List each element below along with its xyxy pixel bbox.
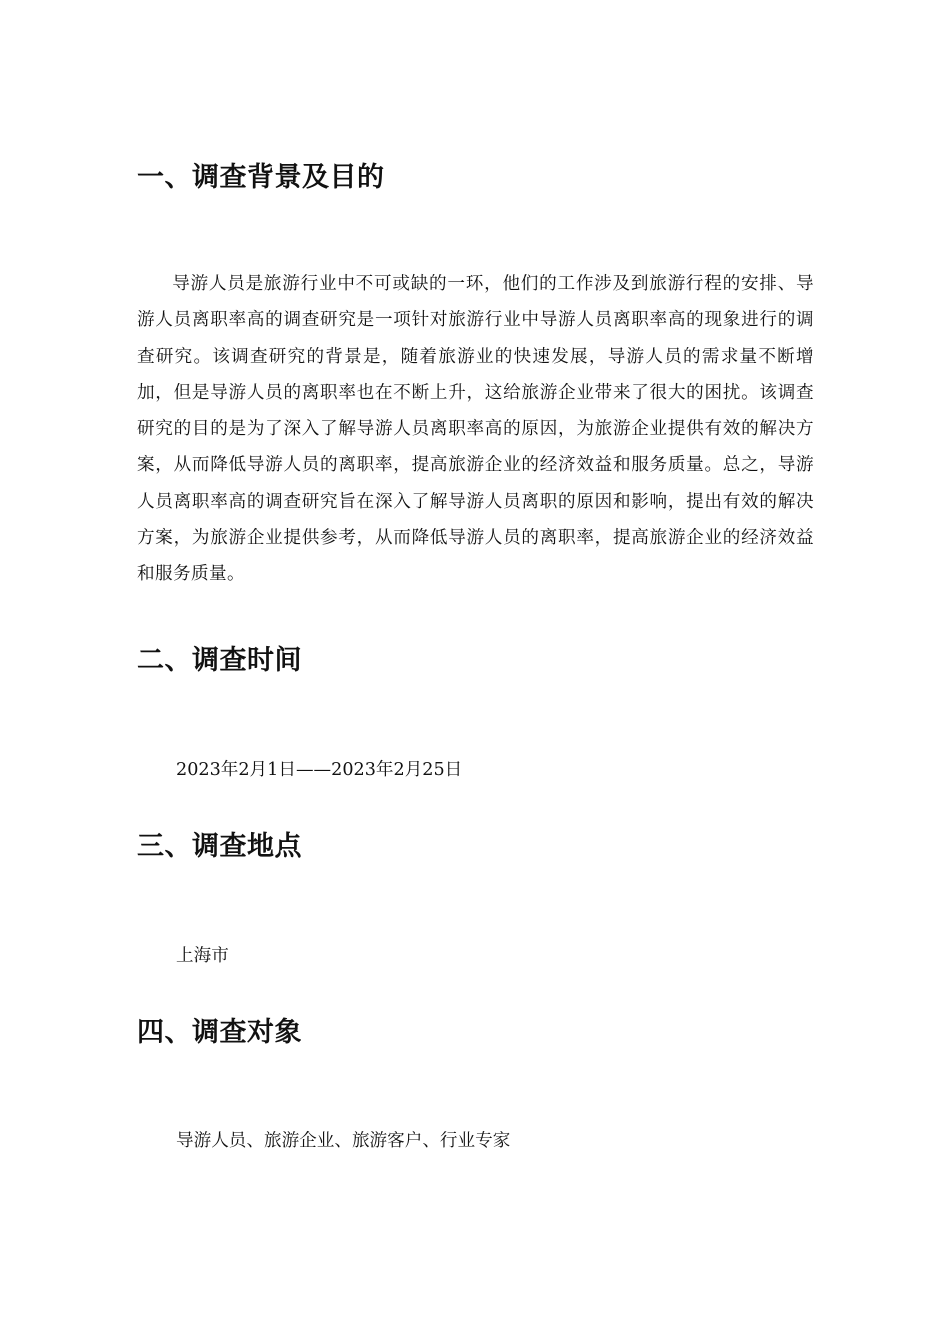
section-heading-location: 三、调查地点 — [137, 831, 302, 862]
section-heading-subjects: 四、调查对象 — [137, 1017, 302, 1048]
section-heading-time: 二、调查时间 — [137, 645, 302, 676]
section-body-background: 导游人员是旅游行业中不可或缺的一环，他们的工作涉及到旅游行程的安排、导游人员离职率高的调查研究是一项针对旅游行业中导游人员离职率高的现象进行的调查研究。该调查研究的背景是，随着旅游业的快速发展，导游人员的需求量不断增加，但是导游人员的离职率也在不断上升，这给旅游企业带来了很大的困扰。该调查研究的目的是为了深入了解导游人员离职率高的原因，为旅游企业提供有效的解决方案，从而降低导游人员的离职率，提高旅游企业的经济效益和服务质量。总之，导游人员离职率高的调查研究旨在深入了解导游人员离职的原因和影响，提出有效的解决方案，为旅游企业提供参考，从而降低导游人员的离职率，提高旅游企业的经济效益和服务质量。 — [137, 274, 814, 585]
section-body-subjects: 导游人员、旅游企业、旅游客户、行业专家 — [176, 1131, 511, 1151]
section-body-time: 2023年2月1日——2023年2月25日 — [176, 760, 463, 780]
section-body-location: 上海市 — [176, 946, 229, 966]
section-heading-background: 一、调查背景及目的 — [137, 162, 385, 193]
